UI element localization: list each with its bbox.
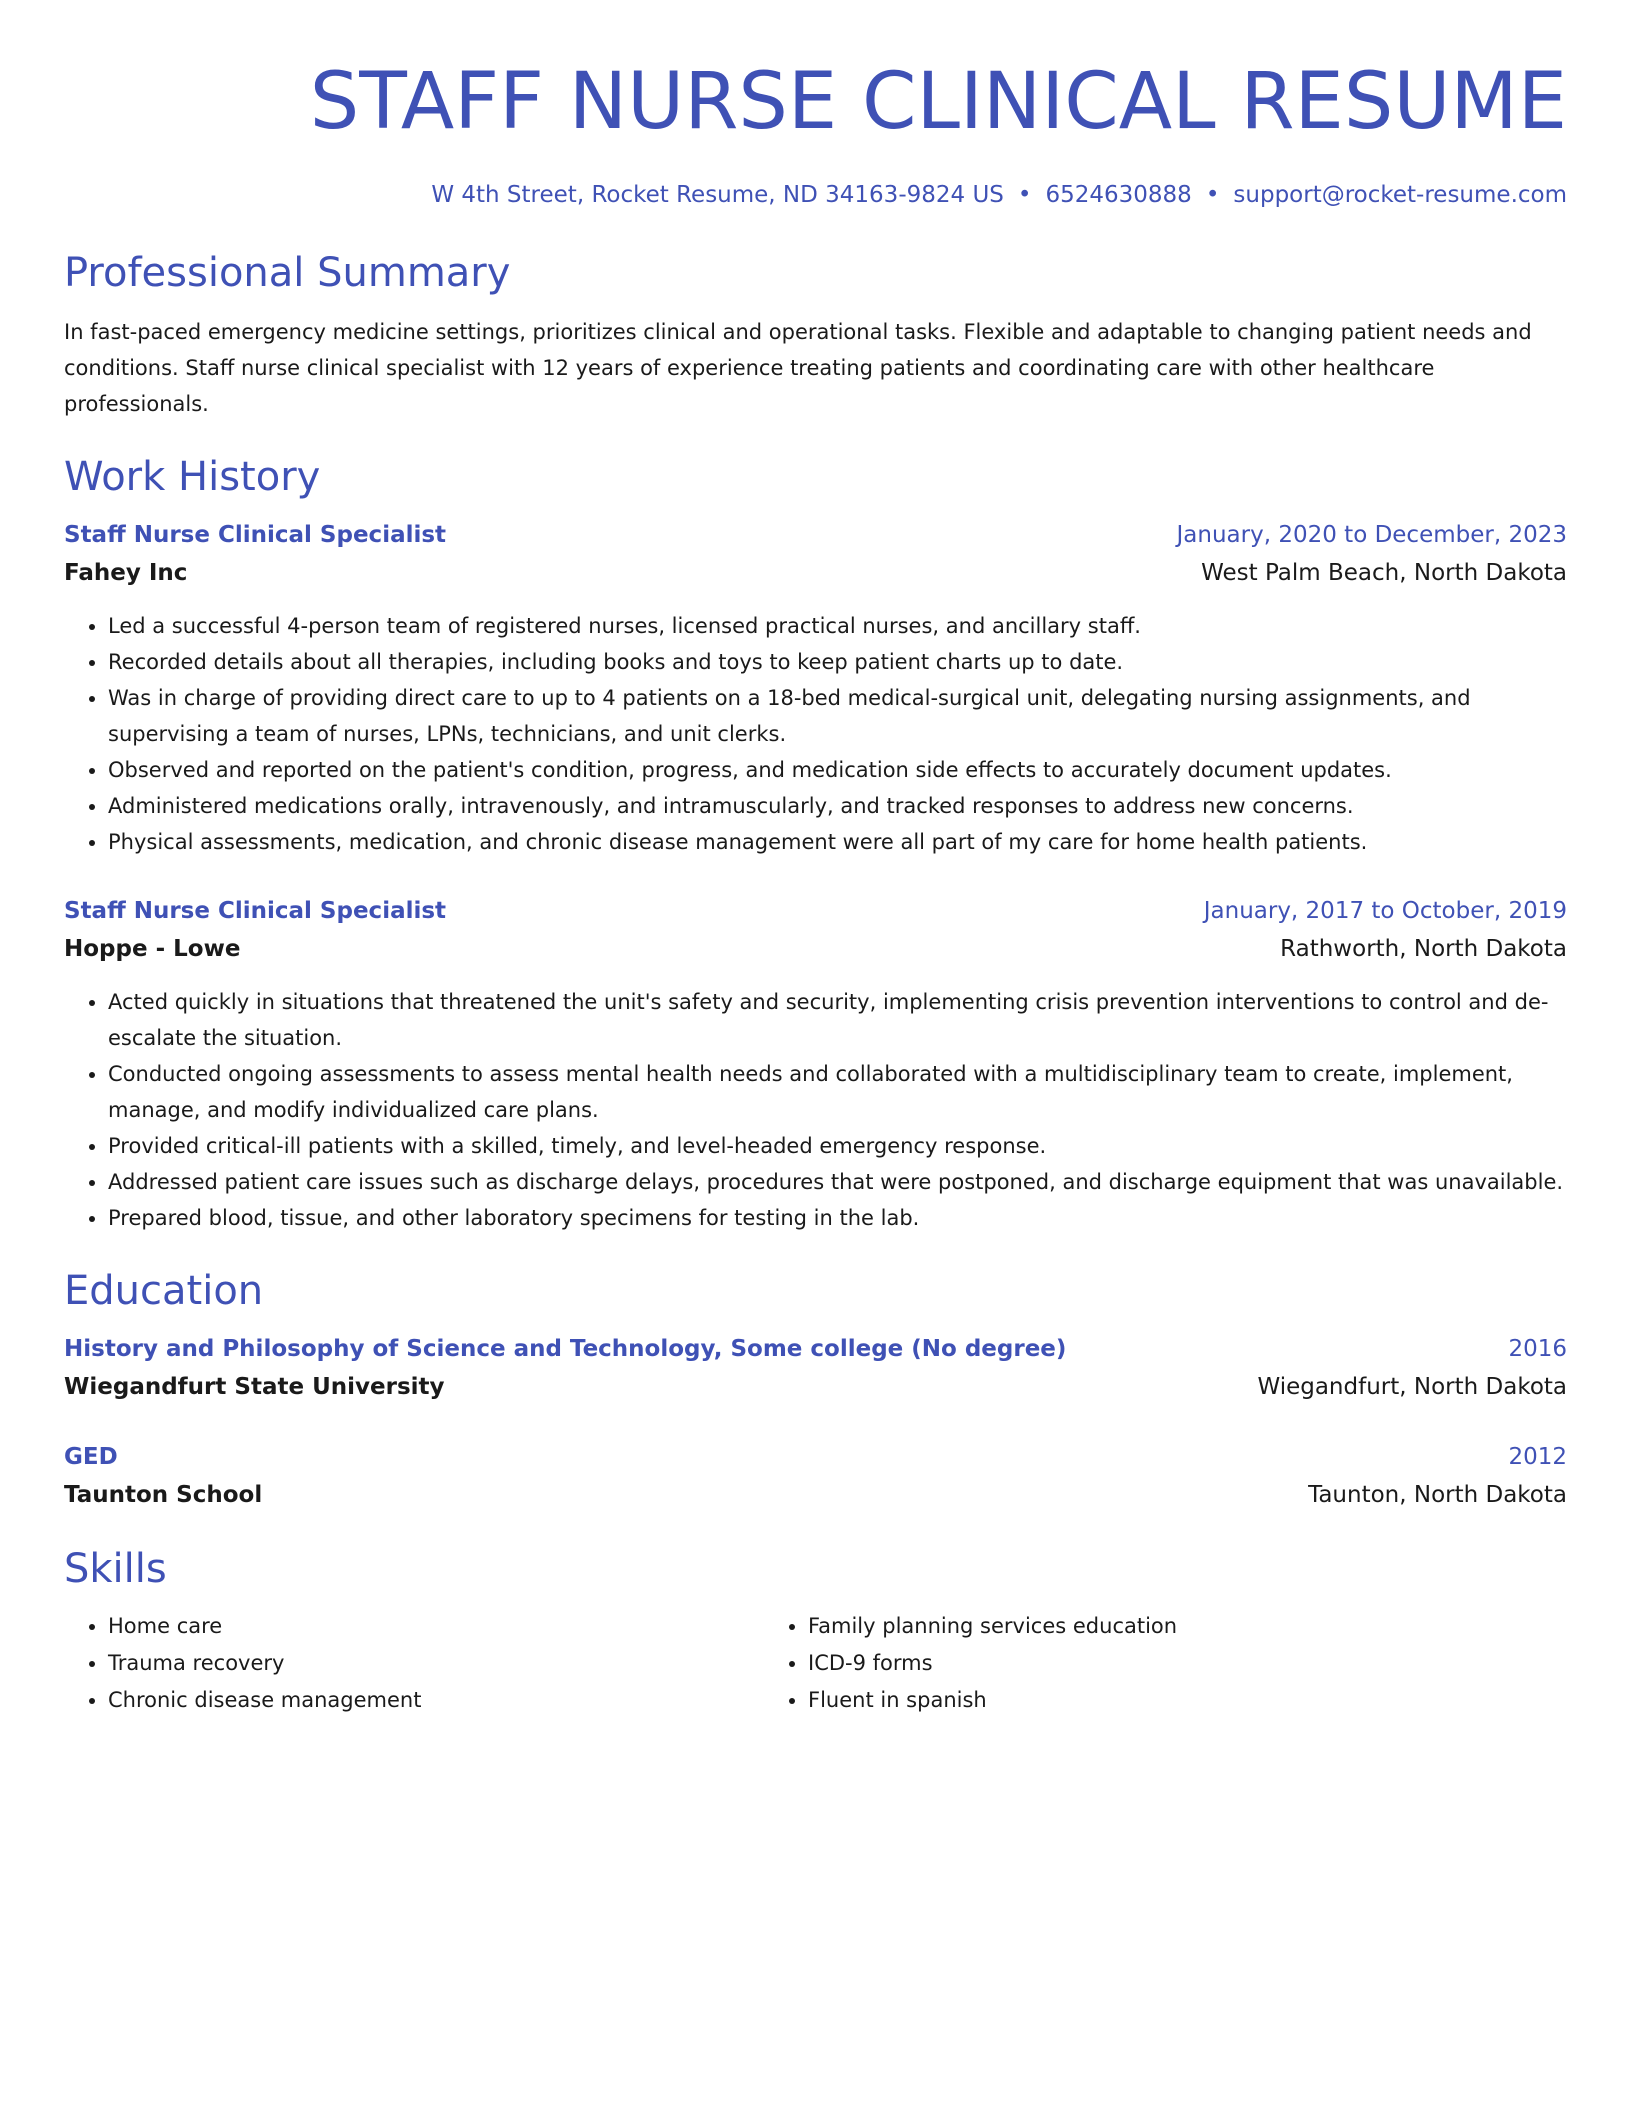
school-location: Wiegandfurt, North Dakota [1257, 1374, 1567, 1400]
skill-item: • Chronic disease management [108, 1682, 764, 1719]
graduation-year: 2012 [1508, 1444, 1567, 1470]
phone-number[interactable]: 6524630888 [1045, 182, 1192, 208]
company-name: Hoppe - Lowe [64, 936, 241, 962]
job-bullet: • Provided critical-ill patients with a skilled, timely, and level-headed emergency response. [108, 1128, 1567, 1164]
job-bullet: • Observed and reported on the patient's condition, progress, and medication side effects to accurately document updates. [108, 752, 1567, 788]
education-heading: Education [64, 1268, 264, 1314]
summary-text: In fast-paced emergency medicine settings, prioritizes clinical and operational tasks. Flexible and adaptable to changing patient needs and conditions. Staff nurse clinical specialist with 12 years of experience treating patients and coordinating care with other healthcare professionals. [64, 320, 1532, 416]
job-entry [64, 892, 1567, 1236]
job-bullets [64, 608, 1567, 860]
job-dates: January, 2020 to December, 2023 [1176, 522, 1567, 548]
email-link[interactable]: support@rocket-resume.com [1233, 182, 1567, 208]
resume-page [64, 0, 1567, 1719]
job-title: Staff Nurse Clinical Specialist [64, 898, 447, 924]
company-name: Fahey Inc [64, 560, 188, 586]
skills-list [64, 1608, 1567, 1719]
job-location: Rathworth, North Dakota [1280, 936, 1567, 962]
skill-item: • Fluent in spanish [808, 1682, 1524, 1719]
summary-heading: Professional Summary [64, 250, 511, 296]
skill-item: • Trauma recovery [108, 1645, 764, 1682]
skills-column [764, 1608, 1524, 1719]
job-bullet: • Administered medications orally, intravenously, and intramuscularly, and tracked responses to address new concerns. [108, 788, 1567, 824]
skill-item: • ICD-9 forms [808, 1645, 1524, 1682]
job-bullet: • Acted quickly in situations that threatened the unit's safety and security, implementing crisis prevention interventions to control and de-escalate the situation. [108, 984, 1567, 1056]
graduation-year: 2016 [1508, 1336, 1567, 1362]
address: W 4th Street, Rocket Resume, ND 34163-9824 US [431, 182, 1004, 208]
job-bullet: • Physical assessments, medication, and chronic disease management were all part of my care for home health patients. [108, 824, 1567, 860]
separator-dot: • [1205, 182, 1220, 208]
degree-name: History and Philosophy of Science and Technology, Some college (No degree) [64, 1336, 1067, 1362]
job-bullet: • Addressed patient care issues such as discharge delays, procedures that were postponed, and discharge equipment that was unavailable. [108, 1164, 1567, 1200]
skills-heading: Skills [64, 1546, 167, 1592]
skill-item: • Family planning services education [808, 1608, 1524, 1645]
job-title: Staff Nurse Clinical Specialist [64, 522, 447, 548]
job-location: West Palm Beach, North Dakota [1201, 560, 1567, 586]
skills-column [64, 1608, 764, 1719]
job-bullet: • Prepared blood, tissue, and other laboratory specimens for testing in the lab. [108, 1200, 1567, 1236]
school-name: Wiegandfurt State University [64, 1374, 445, 1400]
job-entry [64, 516, 1567, 860]
school-name: Taunton School [64, 1482, 263, 1508]
school-location: Taunton, North Dakota [1308, 1482, 1567, 1508]
education-entry [64, 1330, 1567, 1406]
job-bullet: • Was in charge of providing direct care to up to 4 patients on a 18-bed medical-surgical unit, delegating nursing assignments, and supervising a team of nurses, LPNs, technicians, and unit clerks. [108, 680, 1567, 752]
degree-name: GED [64, 1444, 118, 1470]
education-entry [64, 1438, 1567, 1514]
job-bullet: • Led a successful 4-person team of registered nurses, licensed practical nurses, and ancillary staff. [108, 608, 1567, 644]
separator-dot: • [1017, 182, 1032, 208]
contact-line [64, 180, 1567, 210]
work-history-heading: Work History [64, 454, 321, 500]
skill-item: • Home care [108, 1608, 764, 1645]
resume-title: STAFF NURSE CLINICAL RESUME [309, 57, 1567, 147]
job-bullets [64, 984, 1567, 1236]
job-bullet: • Conducted ongoing assessments to assess mental health needs and collaborated with a multidisciplinary team to create, implement, manage, and modify individualized care plans. [108, 1056, 1567, 1128]
job-dates: January, 2017 to October, 2019 [1203, 898, 1567, 924]
job-bullet: • Recorded details about all therapies, including books and toys to keep patient charts up to date. [108, 644, 1567, 680]
